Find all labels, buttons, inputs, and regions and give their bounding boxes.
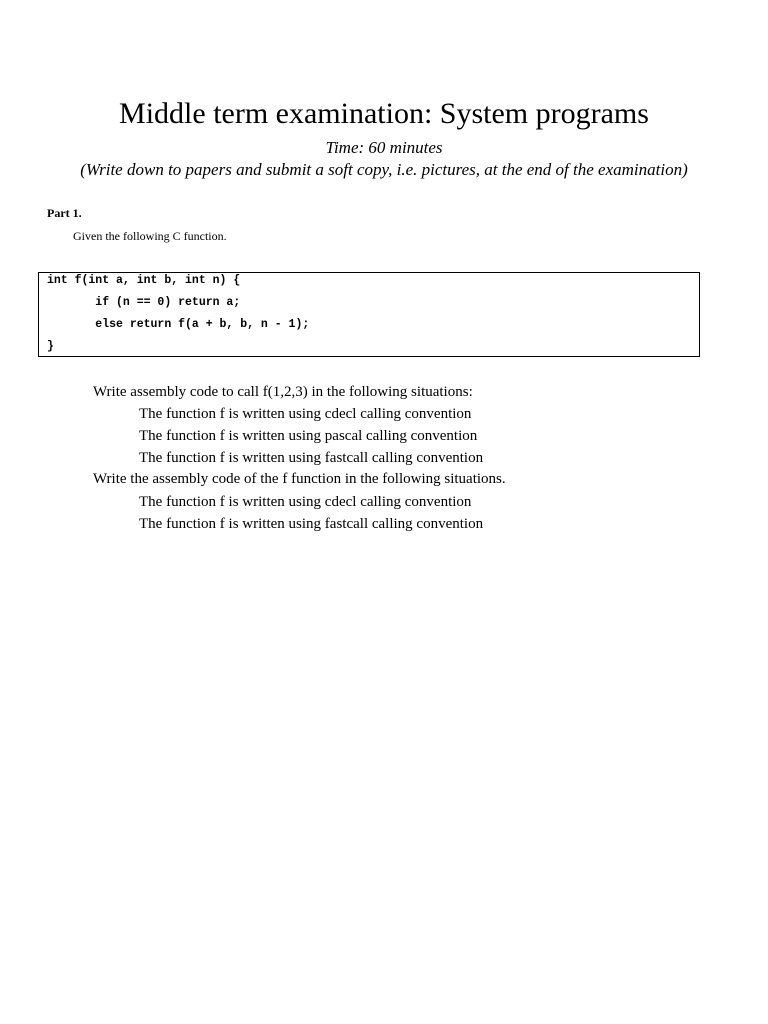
code-line: else return f(a + b, b, n - 1); [47, 318, 310, 331]
question-2-item: The function f is written using cdecl calling convention [139, 494, 472, 510]
question-1-prompt: Write assembly code to call f(1,2,3) in the following situations: [93, 384, 473, 400]
question-2-item: The function f is written using fastcall calling convention [139, 516, 484, 532]
submission-note: (Write down to papers and submit a soft copy, i.e. pictures, at the end of the examination) [80, 160, 688, 179]
question-1-item: The function f is written using pascal calling convention [139, 428, 478, 444]
question-1-item: The function f is written using cdecl calling convention [139, 406, 472, 422]
code-line: if (n == 0) return a; [47, 296, 241, 309]
page-title: Middle term examination: System programs [119, 97, 649, 130]
question-1-item: The function f is written using fastcall calling convention [139, 450, 484, 466]
code-block [38, 272, 700, 357]
question-2-prompt: Write the assembly code of the f function in the following situations. [93, 471, 506, 487]
code-line: } [47, 340, 54, 353]
part-intro: Given the following C function. [73, 229, 227, 243]
code-line: int f(int a, int b, int n) { [47, 274, 241, 287]
exam-time: Time: 60 minutes [325, 138, 443, 157]
part-heading: Part 1. [47, 206, 82, 220]
